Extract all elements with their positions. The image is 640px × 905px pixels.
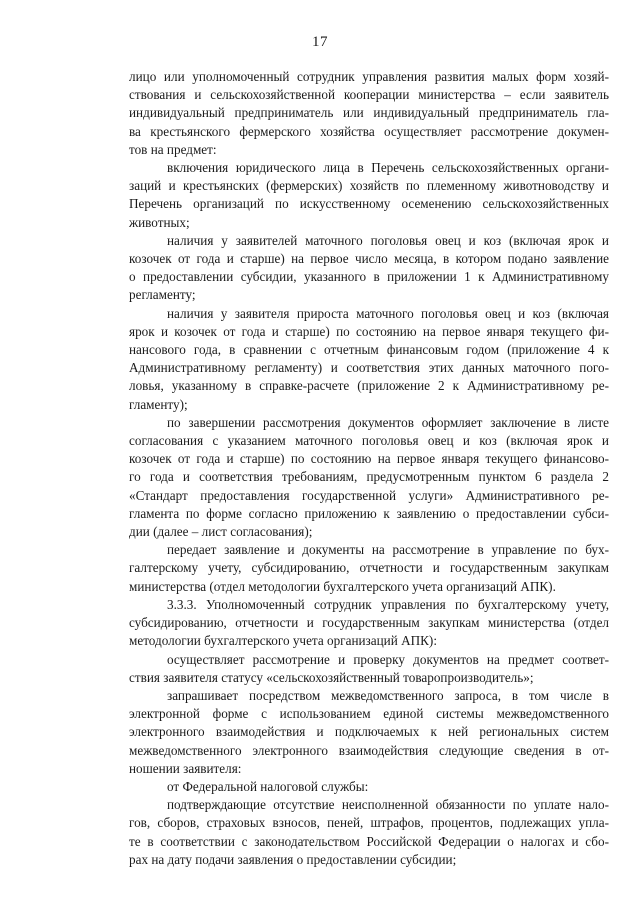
text-line: ствия заявителя статусу «сельскохозяйственный товаропроизводитель»; — [129, 669, 534, 685]
text-line: заций и крестьянских (фермерских) хозяйств по племенному животноводству и — [129, 178, 609, 194]
text-line: гов, сборов, страховых взносов, пеней, штрафов, процентов, подлежащих упла- — [129, 815, 609, 831]
text-line: электронной форме с использованием единой системы межведомственного — [129, 706, 609, 722]
text-line: тов на предмет: — [129, 141, 217, 157]
text-line: ловья, указанному в справке-расчете (приложение 2 к Административному ре- — [129, 378, 609, 394]
paragraph — [91, 232, 609, 305]
text-line: 3.3.3. Уполномоченный сотрудник управления по бухгалтерскому учету, — [167, 596, 609, 612]
text-line: нансового года, в сравнении с отчетным финансовым годом (приложение 4 к — [129, 342, 609, 358]
paragraph — [91, 305, 609, 414]
paragraph — [91, 414, 609, 541]
text-line: козочек от года и старше) по состоянию на первое января текущего финансово- — [129, 451, 609, 467]
text-line: гламента по форме согласно приложению к заявлению о предоставлении субси- — [129, 505, 609, 521]
text-line: министерства (отдел методологии бухгалтерского учета организаций АПК). — [129, 578, 556, 594]
text-line: подтверждающие отсутствие неисполненной обязанности по уплате нало- — [167, 797, 609, 813]
text-line: Перечень организаций по искусственному осеменению сельскохозяйственных — [129, 196, 609, 212]
text-line: го года и соответствия требованиям, предусмотренным пунктом 6 раздела 2 — [129, 469, 609, 485]
text-line: козочек от года и старше) на первое число месяца, в котором подано заявление — [129, 251, 609, 267]
text-line: наличия у заявителей маточного поголовья овец и коз (включая ярок и — [167, 232, 609, 248]
paragraph — [91, 651, 609, 687]
text-line: рах на дату подачи заявления о предоставлении субсидии; — [129, 851, 457, 867]
page-number: 17 — [312, 34, 328, 50]
text-line: животных; — [129, 214, 190, 230]
text-line: методологии бухгалтерского учета организаций АПК): — [129, 633, 437, 649]
text-line: те в соответствии с законодательством Российской Федерации о налогах и сбо- — [129, 833, 609, 849]
text-line: о предоставлении субсидии, указанного в приложении 1 к Административному — [129, 269, 609, 285]
paragraph — [91, 796, 609, 869]
text-line: гламенту); — [129, 396, 188, 412]
text-line: ствования и сельскохозяйственной кооперации министерства – если заявитель — [129, 87, 609, 103]
text-line: наличия у заявителя прироста маточного поголовья овец и коз (включая — [167, 305, 609, 321]
text-line: от Федеральной налоговой службы: — [167, 778, 369, 794]
text-line: передает заявление и документы на рассмотрение в управление по бух- — [167, 542, 609, 558]
paragraph — [91, 778, 609, 796]
text-line: субсидированию, отчетности и государственным закупкам министерства (отдел — [129, 615, 609, 631]
text-line: лицо или уполномоченный сотрудник управления развития малых форм хозяй- — [129, 69, 609, 84]
paragraph — [91, 68, 609, 159]
text-line: ношении заявителя: — [129, 760, 242, 776]
text-line: регламенту; — [129, 287, 196, 303]
text-line: «Стандарт предоставления государственной услуги» Административного ре- — [129, 487, 609, 503]
paragraph — [91, 596, 609, 651]
text-line: по завершении рассмотрения документов оформляет заключение в листе — [167, 414, 609, 430]
text-line: ва крестьянского фермерского хозяйства осуществляет рассмотрение докумен- — [129, 123, 609, 139]
text-line: запрашивает посредством межведомственного запроса, в том числе в — [167, 687, 609, 703]
paragraph — [91, 687, 609, 778]
text-line: галтерскому учету, субсидированию, отчетности и государственным закупкам — [129, 560, 609, 576]
document-body — [91, 68, 609, 869]
paragraph — [91, 159, 609, 232]
paragraph — [91, 541, 609, 596]
text-line: ярок и козочек от года и старше) по состоянию на первое января текущего фи- — [129, 323, 609, 339]
text-line: Административному регламенту) и соответствия этих данных маточного пого- — [129, 360, 609, 376]
text-line: включения юридического лица в Перечень сельскохозяйственных органи- — [167, 160, 609, 176]
text-line: межведомственного электронного взаимодействия следующие сведения в от- — [129, 742, 609, 758]
text-line: индивидуальный предприниматель или индивидуальный предприниматель гла- — [129, 105, 609, 121]
text-line: дии (далее – лист согласования); — [129, 524, 313, 540]
text-line: электронного взаимодействия и подключаемых к ней региональных систем — [129, 724, 609, 740]
text-line: осуществляет рассмотрение и проверку документов на предмет соответ- — [167, 651, 609, 667]
text-line: согласования с указанием маточного поголовья овец и коз (включая ярок и — [129, 433, 609, 449]
